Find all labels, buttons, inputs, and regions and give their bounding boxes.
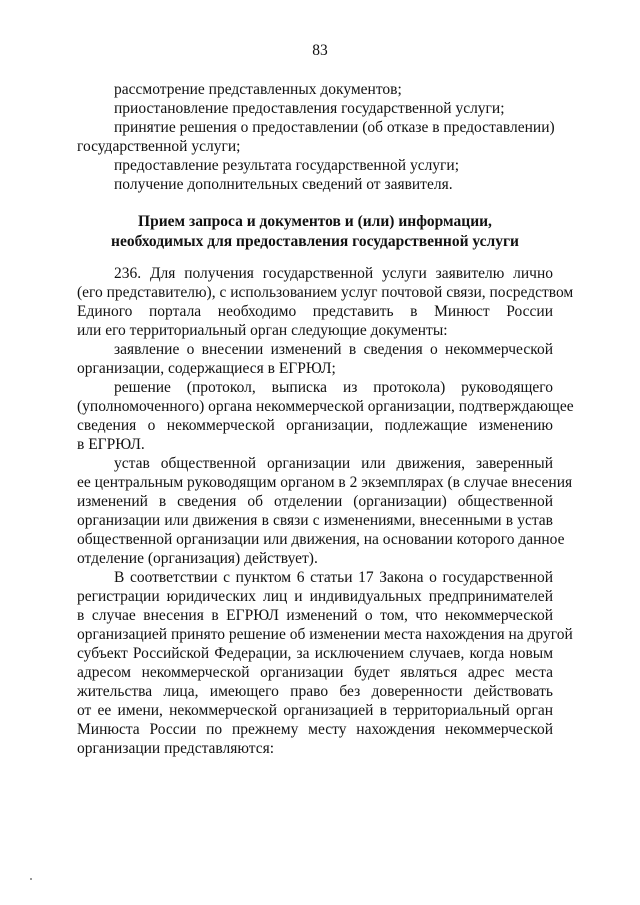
- intro-line: приостановление предоставления государственной услуги;: [114, 100, 505, 117]
- body-line: регистрации юридических лиц и индивидуальных предпринимателей: [77, 588, 553, 605]
- scan-speck: [30, 878, 32, 880]
- intro-line: государственной услуги;: [77, 138, 241, 155]
- body-line: от ее имени, некоммерческой организацией в территориальный орган: [77, 702, 553, 719]
- body-line: изменений в сведения об отделении (организации) общественной: [77, 493, 553, 510]
- body-line: решение (протокол, выписка из протокола) руководящего: [114, 379, 553, 396]
- body-line: (уполномоченного) органа некоммерческой организации, подтверждающее: [77, 398, 574, 415]
- body-line: организации, содержащиеся в ЕГРЮЛ;: [77, 360, 336, 377]
- body-line: адресом некоммерческой организации будет являться адрес места: [77, 664, 553, 681]
- intro-line: принятие решения о предоставлении (об отказе в предоставлении): [114, 119, 555, 136]
- body-line: В соответствии с пунктом 6 статьи 17 Закона о государственной: [114, 569, 553, 586]
- body-line: Единого портала необходимо представить в Минюст России: [77, 303, 553, 320]
- body-line: в ЕГРЮЛ.: [77, 436, 145, 453]
- body-line: или его территориальный орган следующие документы:: [77, 322, 448, 339]
- body-line: 236. Для получения государственной услуги заявителю лично: [114, 265, 553, 282]
- body-text: [77, 264, 574, 758]
- body-line: устав общественной организации или движения, заверенный: [114, 455, 553, 472]
- body-line: ее центральным руководящим органом в 2 экземплярах (в случае внесения: [77, 474, 573, 491]
- body-line: организации представляются:: [77, 740, 275, 757]
- body-line: жительства лица, имеющего право без доверенности действовать: [77, 683, 553, 700]
- body-line: Минюста России по прежнему месту нахождения некоммерческой: [77, 721, 553, 738]
- section-heading: [77, 212, 553, 252]
- body-line: сведения о некоммерческой организации, подлежащие изменению: [77, 417, 553, 434]
- heading-line: Прием запроса и документов и (или) информации,: [138, 213, 492, 230]
- body-line: общественной организации или движения, на основании которого данное: [77, 531, 565, 548]
- body-line: субъект Российской Федерации, за исключением случаев, когда новым: [77, 645, 553, 662]
- body-line: организации или движения в связи с изменениями, внесенными в устав: [77, 512, 553, 529]
- heading-line: необходимых для предоставления государственной услуги: [111, 233, 519, 250]
- intro-line: рассмотрение представленных документов;: [114, 81, 402, 98]
- intro-line: получение дополнительных сведений от заявителя.: [114, 176, 453, 193]
- intro-list: [77, 80, 553, 194]
- body-line: в случае внесения в ЕГРЮЛ изменений о том, что некоммерческой: [77, 607, 553, 624]
- page-number: 83: [312, 42, 328, 59]
- body-line: организацией принято решение об изменении места нахождения на другой: [77, 626, 573, 643]
- body-line: отделение (организация) действует).: [77, 550, 318, 567]
- intro-line: предоставление результата государственной услуги;: [114, 157, 460, 174]
- body-line: заявление о внесении изменений в сведения о некоммерческой: [114, 341, 553, 358]
- body-line: (его представителю), с использованием услуг почтовой связи, посредством: [77, 284, 574, 301]
